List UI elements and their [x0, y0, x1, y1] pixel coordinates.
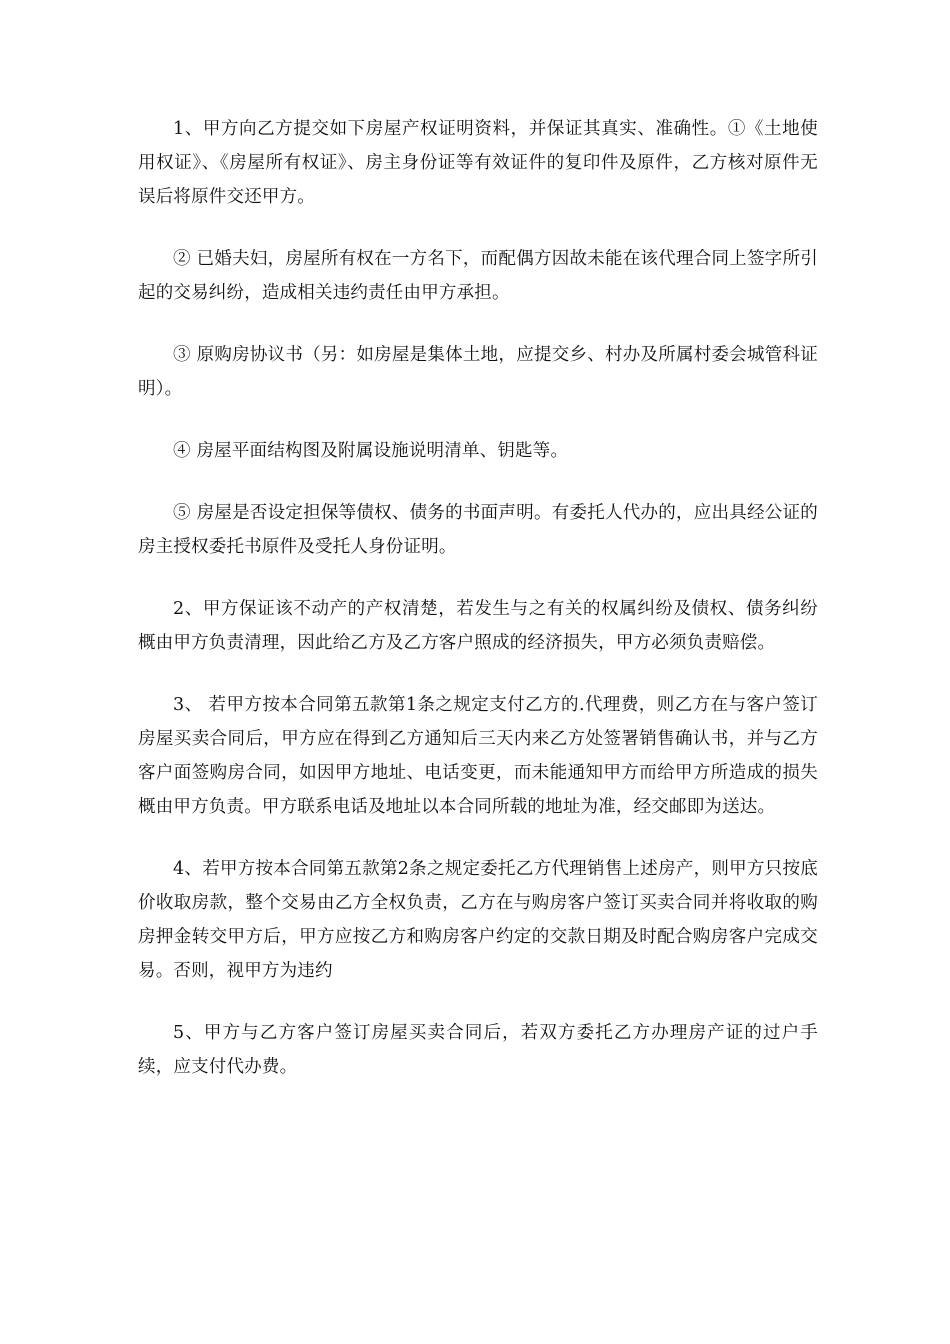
- paragraph-clause-1: 1、甲方向乙方提交如下房屋产权证明资料，并保证其真实、准确性。①《土地使用权证》、《房屋所有权证》、房主身份证等有效证件的复印件及原件，乙方核对原件无误后将原件交还甲方。: [138, 119, 818, 207]
- paragraph-item-5: ⑤ 房屋是否设定担保等债权、债务的书面声明。有委托人代办的，应出具经公证的房主授权委托书原件及受托人身份证明。: [138, 503, 818, 557]
- paragraph-item-2: ② 已婚夫妇，房屋所有权在一方名下，而配偶方因故未能在该代理合同上签字所引起的交易纠纷，造成相关违约责任由甲方承担。: [138, 249, 818, 303]
- document-body: [138, 112, 818, 1112]
- paragraph-clause-4: 4、若甲方按本合同第五款第2条之规定委托乙方代理销售上述房产，则甲方只按底价收取房款，整个交易由乙方全权负责，乙方在与购房客户签订买卖合同并将收取的购房押金转交甲方后，甲方应按乙方和购房客户约定的交款日期及时配合购房客户完成交易。否则，视甲方为违约: [138, 859, 818, 981]
- paragraph-clause-3: 3、 若甲方按本合同第五款第1条之规定支付乙方的.代理费，则乙方在与客户签订房屋买卖合同后，甲方应在得到乙方通知后三天内来乙方处签署销售确认书，并与乙方客户面签购房合同，如因甲方地址、电话变更，而未能通知甲方而给甲方所造成的损失概由甲方负责。甲方联系电话及地址以本合同所载的地址为准，经交邮即为送达。: [138, 695, 818, 817]
- paragraph-item-3: ③ 原购房协议书（另：如房屋是集体土地，应提交乡、村办及所属村委会城管科证明）。: [138, 345, 818, 399]
- paragraph-clause-2: 2、甲方保证该不动产的产权清楚，若发生与之有关的权属纠纷及债权、债务纠纷概由甲方负责清理，因此给乙方及乙方客户照成的经济损失，甲方必须负责赔偿。: [138, 599, 818, 653]
- paragraph-clause-5: 5、甲方与乙方客户签订房屋买卖合同后，若双方委托乙方办理房产证的过户手续，应支付代办费。: [138, 1023, 818, 1077]
- paragraph-item-4: ④ 房屋平面结构图及附属设施说明清单、钥匙等。: [173, 441, 569, 461]
